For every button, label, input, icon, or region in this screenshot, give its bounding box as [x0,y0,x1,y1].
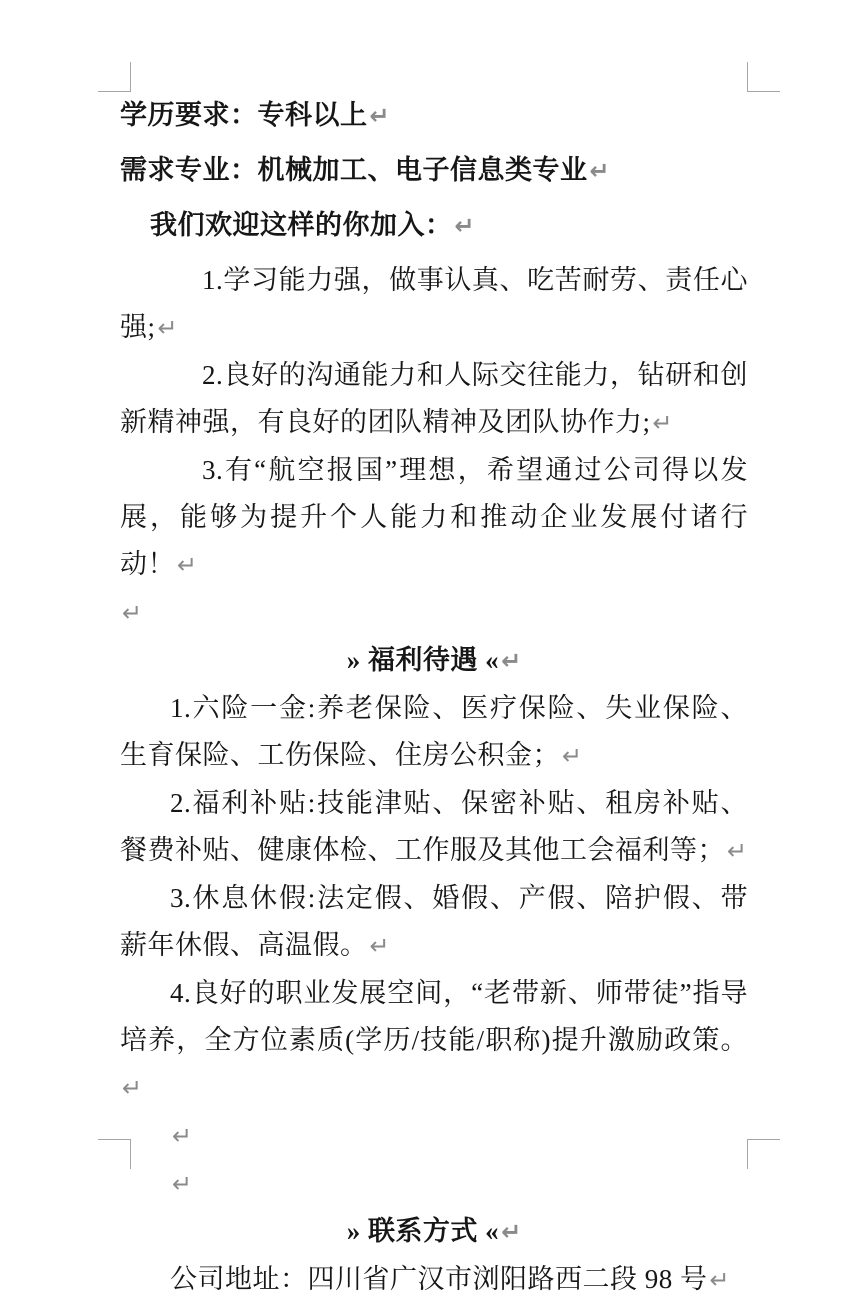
paragraph-text: 1.学习能力强，做事认真、吃苦耐劳、责任心强; [120,265,748,342]
welcome-item-1 [120,257,748,352]
paragraph-mark-icon: ↵ [369,932,390,960]
paragraph-mark-icon: ↵ [501,1218,522,1246]
major-requirement-line [120,147,748,195]
contact-heading [120,1208,748,1256]
paragraph-text: 4.良好的职业发展空间，“老带新、师带徒”指导培养，全方位素质(学历/技能/职称)提升激励政策。 [120,978,748,1055]
paragraph-text: 我们欢迎这样的你加入： [150,210,453,240]
paragraph-mark-icon: ↵ [454,212,475,240]
paragraph-mark-icon: ↵ [589,157,610,185]
empty-paragraph [120,1160,748,1208]
paragraph-text: 3.休息休假:法定假、婚假、产假、陪护假、带薪年休假、高温假。 [120,883,748,960]
paragraph-mark-icon: ↵ [122,1074,143,1102]
paragraph-mark-icon: ↵ [369,102,390,130]
paragraph-mark-icon: ↵ [652,409,673,437]
benefits-heading [120,637,748,685]
benefit-item-2 [120,780,748,875]
paragraph-mark-icon: ↵ [157,314,178,342]
text-boundary-mark-bottom-right [747,1139,780,1169]
education-requirement-line [120,92,748,140]
paragraph-text: 3.有“航空报国”理想，希望通过公司得以发展，能够为提升个人能力和推动企业发展付诸行动！ [120,455,748,579]
paragraph-text: 2.福利补贴:技能津贴、保密补贴、租房补贴、餐费补贴、健康体检、工作服及其他工会福利等； [120,788,748,865]
paragraph-mark-icon: ↵ [501,647,522,675]
benefit-item-4 [120,970,748,1112]
text-boundary-mark-top-right [747,62,780,92]
paragraph-text: 公司地址：四川省广汉市浏阳路西二段 98 号 [170,1264,708,1294]
paragraph-mark-icon: ↵ [177,551,198,579]
paragraph-text: » 联系方式 « [346,1216,500,1246]
welcome-intro-line [120,202,748,250]
text-boundary-mark-top-left [98,62,131,92]
paragraph-text: 需求专业：机械加工、电子信息类专业 [120,155,588,185]
welcome-item-3 [120,447,748,589]
paragraph-mark-icon: ↵ [122,599,143,627]
paragraph-mark-icon: ↵ [727,837,748,865]
paragraph-text: 学历要求：专科以上 [120,100,368,130]
paragraph-mark-icon: ↵ [562,742,583,770]
benefit-item-3 [120,875,748,970]
paragraph-mark-icon: ↵ [709,1266,730,1294]
paragraph-text: 2.良好的沟通能力和人际交往能力，钻研和创新精神强，有良好的团队精神及团队协作力; [120,360,748,437]
welcome-item-2 [120,352,748,447]
benefit-item-1 [120,685,748,780]
paragraph-text: » 福利待遇 « [346,645,500,675]
paragraph-mark-icon: ↵ [172,1122,193,1150]
paragraph-text: 1.六险一金:养老保险、医疗保险、失业保险、生育保险、工伤保险、住房公积金； [120,693,748,770]
document-content [120,92,748,1304]
paragraph-mark-icon: ↵ [172,1170,193,1198]
empty-paragraph [120,589,748,637]
empty-paragraph [120,1112,748,1160]
company-address-line [120,1256,748,1304]
